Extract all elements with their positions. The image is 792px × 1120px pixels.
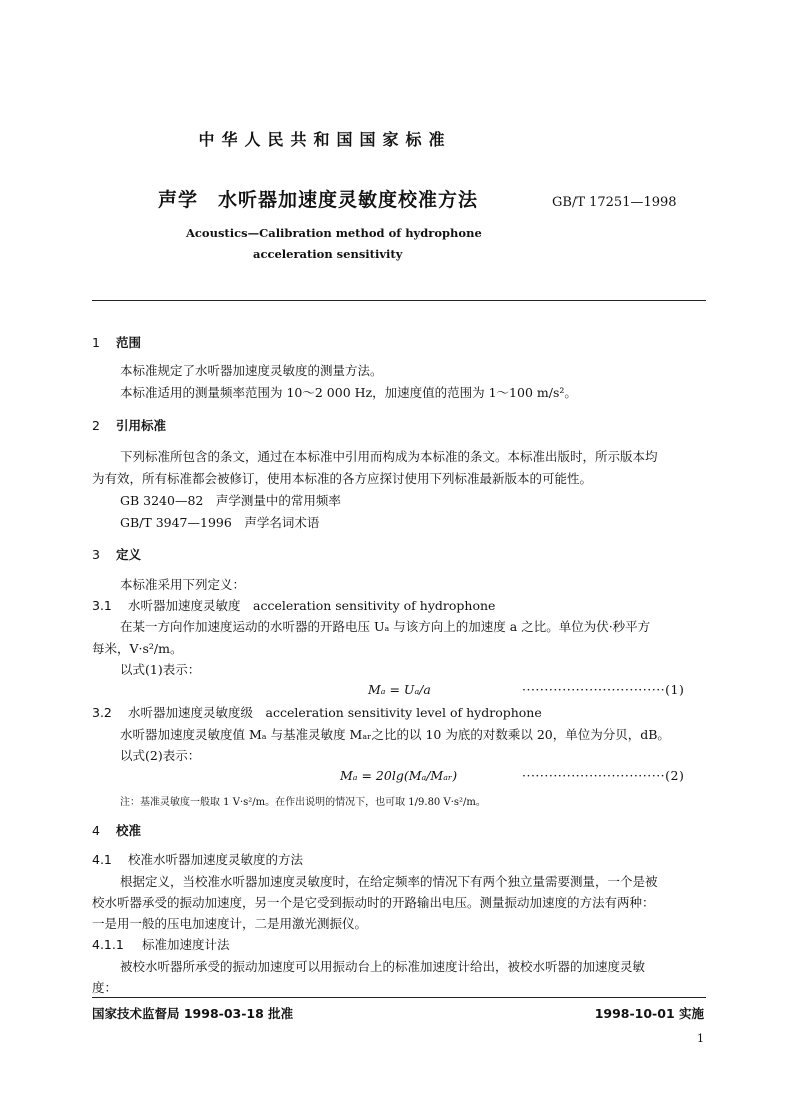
equation-1: Mₐ = Uₐ/a bbox=[368, 682, 431, 697]
section-1-paragraph-2: 本标准适用的测量频率范围为 10～2 000 Hz，加速度值的范围为 1～100 m/s²。 bbox=[120, 385, 577, 400]
standard-code: GB/T 17251—1998 bbox=[552, 195, 677, 210]
clause-4-1-line3: 一是用一般的压电加速度计，二是用激光测振仪。 bbox=[92, 916, 368, 931]
definition-3-2-line2: 以式(2)表示： bbox=[120, 748, 201, 763]
clause-4-1-line2: 校水听器承受的振动加速度，另一个是它受到振动时的开路输出电压。测量振动加速度的方法有两种： bbox=[92, 895, 655, 910]
section-4-heading: 4 校准 bbox=[92, 823, 142, 838]
definition-3-1-line3: 以式(1)表示： bbox=[120, 662, 201, 677]
section-1-paragraph-1: 本标准规定了水听器加速度灵敏度的测量方法。 bbox=[120, 363, 383, 378]
definition-3-1-heading: 3.1 水听器加速度灵敏度 acceleration sensitivity of hydrophone bbox=[92, 598, 496, 613]
clause-4-1-heading: 4.1 校准水听器加速度灵敏度的方法 bbox=[92, 852, 304, 867]
implementation-date: 1998-10-01 实施 bbox=[594, 1006, 704, 1021]
equation-1-number: ································(1) bbox=[522, 682, 685, 697]
clause-4-1-1-heading: 4.1.1 标准加速度计法 bbox=[92, 937, 230, 952]
equation-2-number: ································(2) bbox=[522, 768, 685, 783]
definition-3-2-line1: 水听器加速度灵敏度值 Mₐ 与基准灵敏度 Mₐᵣ之比的以 10 为底的对数乘以 20，单位为分贝，dB。 bbox=[120, 727, 670, 742]
section-1-heading: 1 范围 bbox=[92, 335, 142, 350]
clause-4-1-1-line1: 被校水听器所承受的振动加速度可以用振动台上的标准加速度计给出，被校水听器的加速度灵敏 bbox=[120, 959, 646, 974]
document-title-en-line1: Acoustics—Calibration method of hydrophone bbox=[186, 226, 482, 240]
section-2-paragraph-line1: 下列标准所包含的条文，通过在本标准中引用而构成为本标准的条文。本标准出版时，所示版本均 bbox=[120, 449, 658, 464]
standard-org-title: 中华人民共和国国家标准 bbox=[198, 130, 452, 149]
section-2-paragraph-line2: 为有效，所有标准都会被修订，使用本标准的各方应探讨使用下列标准最新版本的可能性。 bbox=[92, 471, 593, 486]
equation-2: Mₐ = 20lg(Mₐ/Mₐᵣ) bbox=[340, 768, 458, 783]
definition-3-1-line1: 在某一方向作加速度运动的水听器的开路电压 Uₐ 与该方向上的加速度 a 之比。单位为伏·秒平方 bbox=[120, 619, 651, 634]
section-3-heading: 3 定义 bbox=[92, 547, 142, 562]
reference-1: GB 3240—82 声学测量中的常用频率 bbox=[120, 493, 341, 508]
clause-4-1-line1: 根据定义，当校准水听器加速度灵敏度时，在给定频率的情况下有两个独立量需要测量，一个是被 bbox=[120, 874, 658, 889]
document-title-en-line2: acceleration sensitivity bbox=[253, 247, 403, 261]
document-title-cn: 声学 水听器加速度灵敏度校准方法 bbox=[158, 189, 479, 211]
section-3-intro: 本标准采用下列定义： bbox=[120, 577, 246, 592]
definition-3-1-line2: 每米，V·s²/m。 bbox=[92, 641, 183, 656]
footer-divider bbox=[92, 997, 706, 998]
header-divider bbox=[92, 300, 706, 301]
section-2-heading: 2 引用标准 bbox=[92, 418, 167, 433]
page-number: 1 bbox=[697, 1032, 704, 1045]
section-3-note: 注：基准灵敏度一般取 1 V·s²/m。在作出说明的情况下，也可取 1/9.80 V·s²/m。 bbox=[120, 797, 486, 808]
reference-2: GB/T 3947—1996 声学名词术语 bbox=[120, 515, 320, 530]
clause-4-1-1-line2: 度： bbox=[92, 980, 118, 995]
approval-date: 国家技术监督局 1998-03-18 批准 bbox=[92, 1006, 294, 1021]
definition-3-2-heading: 3.2 水听器加速度灵敏度级 acceleration sensitivity level of hydrophone bbox=[92, 705, 542, 720]
